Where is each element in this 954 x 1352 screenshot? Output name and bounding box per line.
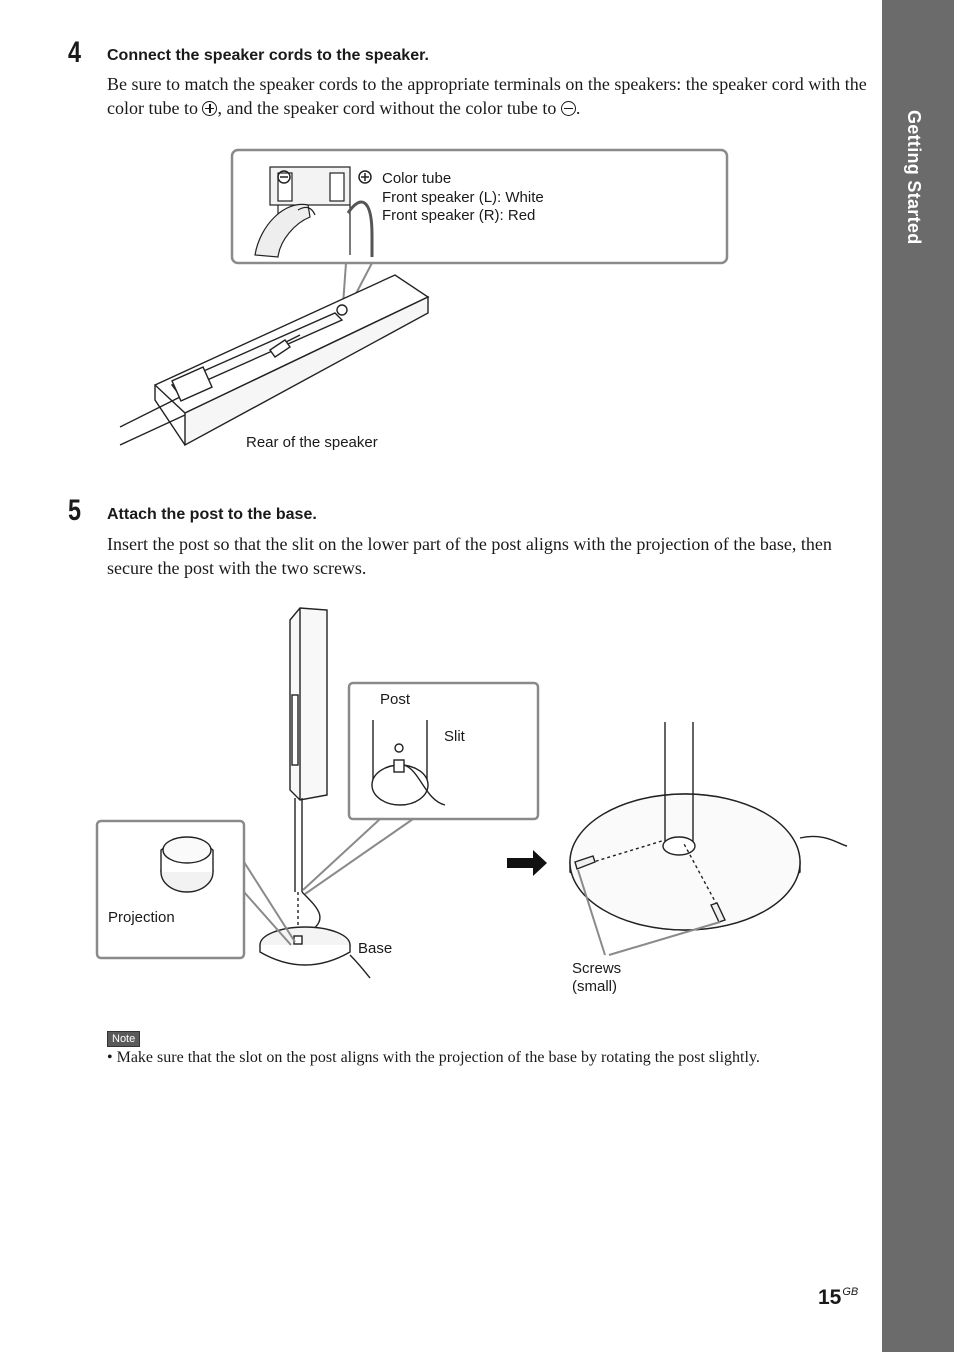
front-speaker-right-label: Front speaker (R): Red — [382, 207, 536, 224]
minus-terminal-icon — [561, 101, 576, 116]
step-4-body — [107, 72, 867, 120]
note-text: • Make sure that the slot on the post aligns with the projection of the base by rotating the post slightly. — [107, 1049, 760, 1066]
front-speaker-left-label: Front speaker (L): White — [382, 189, 544, 206]
plus-terminal-icon — [202, 101, 217, 116]
step-5-number: 5 — [68, 494, 82, 527]
post-label: Post — [380, 691, 411, 708]
step-5-body: Insert the post so that the slit on the lower part of the post aligns with the projection of the base, then secure the post with the two screws. — [107, 534, 832, 578]
screws-label: Screws — [572, 960, 622, 977]
speaker-rear-drawing — [120, 275, 428, 445]
base-label: Base — [358, 940, 393, 957]
page-number-value: 15 — [818, 1286, 842, 1309]
post-callout-box — [349, 683, 538, 819]
step-4-body-text-1: Be sure to match the speaker cords to the appropriate terminals on the speakers: the speaker cord with the color tube to — [107, 74, 867, 118]
step-4-number: 4 — [68, 36, 82, 69]
step-4-body-text-3: . — [575, 98, 581, 118]
projection-drawing — [161, 837, 213, 892]
screws-small-label: (small) — [572, 978, 617, 995]
next-step-arrow-icon — [507, 850, 547, 876]
rear-of-speaker-label: Rear of the speaker — [246, 434, 378, 451]
projection-label: Projection — [108, 909, 175, 926]
side-tab-label: Getting Started — [904, 110, 924, 245]
note-badge: Note — [107, 1031, 140, 1047]
page-number — [818, 1286, 858, 1310]
page-number-suffix: GB — [842, 1286, 859, 1298]
slit-label: Slit — [444, 728, 465, 745]
speaker-terminal-figure — [110, 145, 740, 465]
step-4-body-text-2: , and the speaker cord without the color tube to — [217, 98, 561, 118]
step-4-heading: Connect the speaker cords to the speaker. — [107, 47, 429, 64]
post-base-figure — [95, 600, 865, 1010]
color-tube-label: Color tube — [382, 170, 452, 187]
base-screws-drawing — [570, 722, 847, 930]
step-5-heading: Attach the post to the base. — [107, 506, 317, 523]
